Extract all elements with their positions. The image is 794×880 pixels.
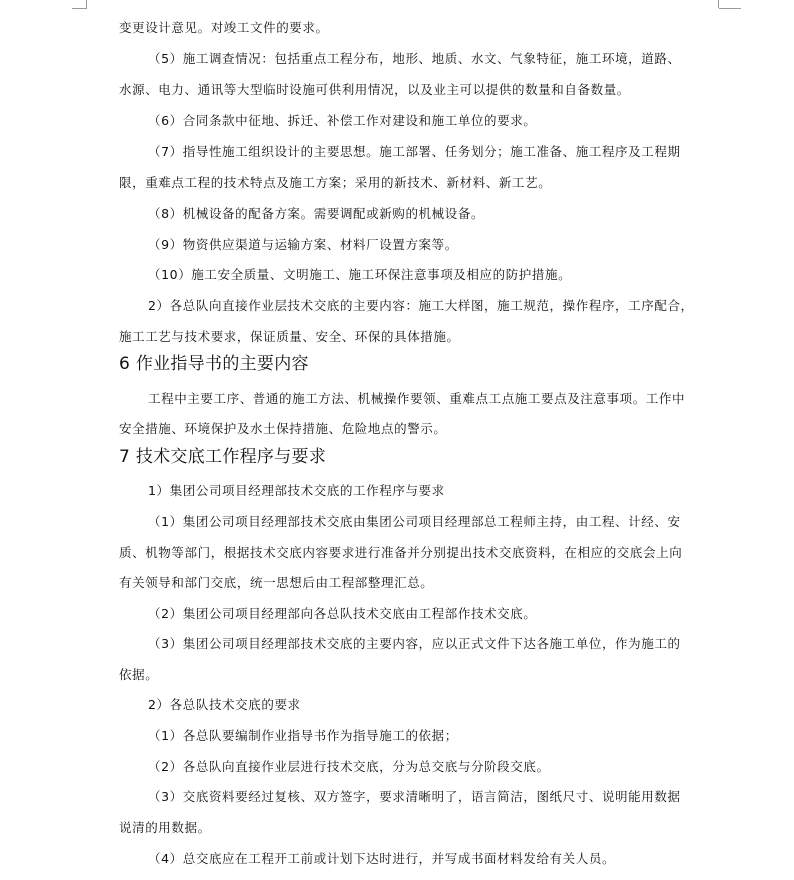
paragraph-line: （6）合同条款中征地、拆迁、补偿工作对建设和施工单位的要求。 (148, 113, 537, 128)
paragraph-line: （2）集团公司项目经理部向各总队技术交底由工程部作技术交底。 (148, 606, 537, 621)
paragraph-line: （7）指导性施工组织设计的主要思想。施工部署、任务划分；施工准备、施工程序及工程期 (148, 144, 681, 159)
crop-mark-top-right-horizontal (719, 8, 741, 9)
paragraph-line: 施工工艺与技术要求，保证质量、安全、环保的具体措施。 (119, 329, 460, 344)
paragraph-line: 限，重难点工程的技术特点及施工方案；采用的新技术、新材料、新工艺。 (119, 175, 552, 190)
section-heading-6: 6 作业指导书的主要内容 (119, 354, 309, 374)
paragraph-line: 工程中主要工序、普通的施工方法、机械操作要领、重难点工点施工要点及注意事项。工作中 (148, 391, 686, 406)
paragraph-line: 依据。 (119, 667, 159, 682)
paragraph-line: 有关领导和部门交底，统一思想后由工程部整理汇总。 (119, 575, 434, 590)
paragraph-line: 2）各总队向直接作业层技术交底的主要内容：施工大样图，施工规范，操作程序，工序配合， (148, 298, 694, 313)
paragraph-line: 变更设计意见。对竣工文件的要求。 (119, 20, 329, 35)
paragraph-line: （9）物资供应渠道与运输方案、材料厂设置方案等。 (148, 237, 458, 252)
paragraph-line: 说清的用数据。 (119, 820, 211, 835)
paragraph-line: 1）集团公司项目经理部技术交底的工作程序与要求 (148, 483, 445, 498)
section-heading-7: 7 技术交底工作程序与要求 (119, 447, 327, 467)
paragraph-line: （3）集团公司项目经理部技术交底的主要内容，应以正式文件下达各施工单位，作为施工的 (148, 636, 681, 651)
paragraph-line: （1）集团公司项目经理部技术交底由集团公司项目经理部总工程师主持，由工程、计经、安 (148, 514, 681, 529)
paragraph-line: 质、机物等部门，根据技术交底内容要求进行准备并分别提出技术交底资料，在相应的交底会上向 (119, 545, 683, 560)
paragraph-line: （2）各总队向直接作业层进行技术交底，分为总交底与分阶段交底。 (148, 759, 550, 774)
crop-mark-top-right-vertical (718, 0, 719, 8)
paragraph-line: 安全措施、环境保护及水土保持措施、危险地点的警示。 (119, 421, 447, 436)
crop-mark-top-left-vertical (86, 0, 87, 8)
paragraph-line: 2）各总队技术交底的要求 (148, 697, 301, 712)
paragraph-line: （8）机械设备的配备方案。需要调配或新购的机械设备。 (148, 206, 485, 221)
paragraph-line: （1）各总队要编制作业指导书作为指导施工的依据； (148, 728, 458, 743)
paragraph-line: （5）施工调查情况：包括重点工程分布，地形、地质、水文、气象特征，施工环境，道路、 (148, 51, 681, 66)
crop-mark-top-left-horizontal (72, 8, 87, 9)
paragraph-line: （4）总交底应在工程开工前或计划下达时进行，并写成书面材料发给有关人员。 (148, 851, 616, 866)
paragraph-line: （3）交底资料要经过复核、双方签字，要求清晰明了，语言简洁，图纸尺寸、说明能用数据 (148, 789, 681, 804)
paragraph-line: （10）施工安全质量、文明施工、施工环保注意事项及相应的防护措施。 (148, 267, 572, 282)
paragraph-line: 水源、电力、通讯等大型临时设施可供利用情况，以及业主可以提供的数量和自备数量。 (119, 82, 630, 97)
